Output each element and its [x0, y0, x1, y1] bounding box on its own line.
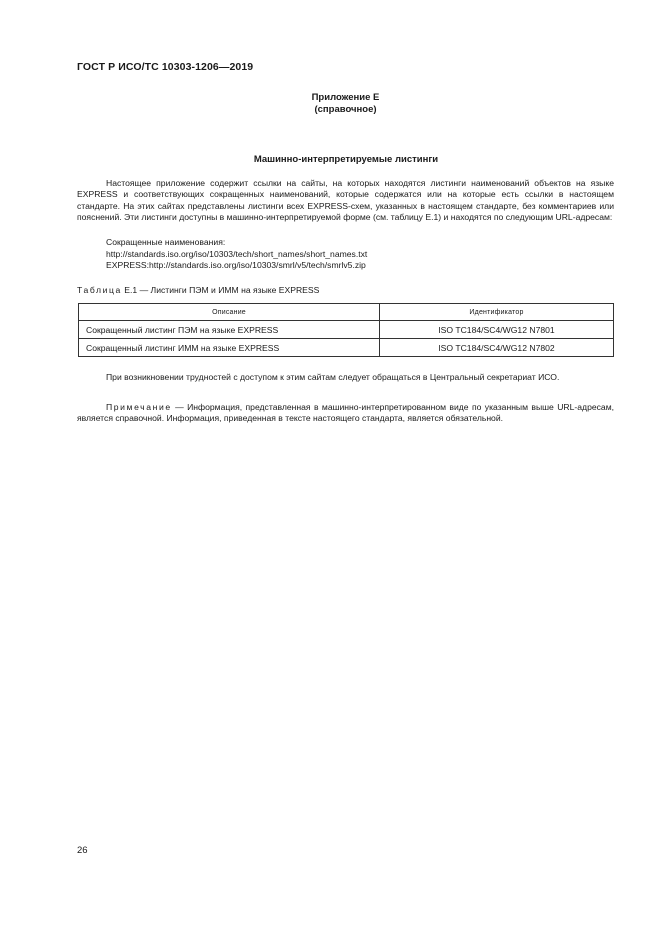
row-description: Сокращенный листинг ИММ на языке EXPRESS — [79, 339, 380, 357]
table-header-row — [79, 304, 614, 321]
note-text: — Информация, представленная в машинно-интерпретированном виде по указанным выше URL-адресам, является справочной. Информация, приведенная в тексте настоящего стандарта, является обязательной. — [77, 402, 614, 424]
table-caption-prefix: Таблица — [77, 285, 122, 295]
row-identifier: ISO TC184/SC4/WG12 N7801 — [380, 321, 614, 339]
page-number: 26 — [77, 845, 88, 856]
note-section — [77, 402, 614, 425]
table-caption-text: Е.1 — Листинги ПЭМ и ИММ на языке EXPRESS — [121, 285, 320, 295]
row-description: Сокращенный листинг ПЭМ на языке EXPRESS — [79, 321, 380, 339]
appendix-subtitle: (справочное) — [314, 104, 377, 115]
appendix-title: Приложение Е — [311, 92, 380, 103]
short-names-url-link[interactable]: http://standards.iso.org/iso/10303/tech/short_names/short_names.txt — [106, 248, 368, 259]
section-title: Машинно-интерпретируемые листинги — [253, 154, 439, 165]
table-row — [79, 339, 614, 357]
standard-code-header: ГОСТ Р ИСО/ТС 10303-1206—2019 — [77, 61, 254, 73]
contact-section — [77, 372, 614, 383]
appendix-heading — [0, 92, 661, 116]
table-caption — [77, 285, 319, 295]
row-identifier: ISO TC184/SC4/WG12 N7802 — [380, 339, 614, 357]
table-row — [79, 321, 614, 339]
short-names-label: Сокращенные наименования: — [106, 237, 226, 247]
column-header-description: Описание — [79, 304, 380, 321]
intro-section — [77, 178, 614, 224]
express-url-link[interactable]: EXPRESS:http://standards.iso.org/iso/10303/smrl/v5/tech/smrlv5.zip — [106, 260, 366, 271]
contact-paragraph: При возникновении трудностей с доступом к этим сайтам следует обращаться в Центральный секретариат ИСО. — [106, 372, 560, 382]
listings-table — [78, 303, 614, 357]
note-label: Примечание — [106, 402, 172, 412]
note-paragraph — [77, 402, 614, 425]
column-header-identifier: Идентификатор — [380, 304, 614, 321]
intro-paragraph: Настоящее приложение содержит ссылки на сайты, на которых находятся листинги наименований объектов на языке EXPRESS и соответствующих сокращенных наименований, которые содержатся или на которые есть ссылки в настоящем стандарте. На этих сайтах представлены листинги всех EXPRESS-схем, указанных в настоящем стандарте, без комментариев или пояснений. Эти листинги доступны в машинно-интерпретируемой форме (см. таблицу Е.1) и находятся по следующим URL-адресам: — [77, 178, 614, 223]
url-list — [106, 237, 367, 272]
